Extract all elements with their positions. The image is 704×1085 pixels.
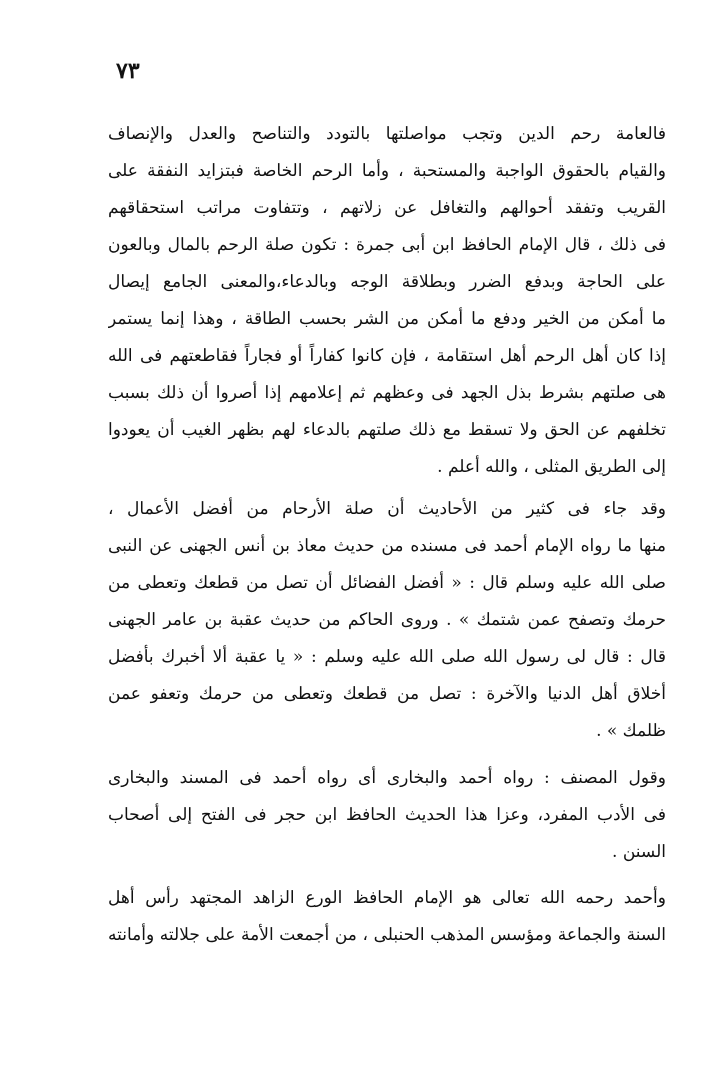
text-line: فى ذلك ، قال الإمام الحافظ ابن أبى جمرة : تكون صلة الرحم بالمال وبالعون xyxy=(108,235,666,255)
text-line: وقد جاء فى كثير من الأحاديث أن صلة الأرحام من أفضل الأعمال ، xyxy=(108,499,666,519)
text-line: السنن . xyxy=(612,842,666,862)
paragraph xyxy=(108,880,666,954)
text-line: السنة والجماعة ومؤسس المذهب الحنبلى ، من أجمعت الأمة على جلالته وأمانته xyxy=(108,925,666,945)
text-line: هى صلتهم بشرط بذل الجهد فى وعظهم ثم إعلامهم إذا أصروا أن ذلك بسبب xyxy=(108,383,666,403)
text-line: إذا كان أهل الرحم أهل استقامة ، فإن كانوا كفاراً أو فجاراً فقاطعتهم فى الله xyxy=(108,346,666,366)
text-line: قال : قال لى رسول الله صلى الله عليه وسلم : « يا عقبة ألا أخبرك بأفضل xyxy=(108,647,666,667)
text-line: صلى الله عليه وسلم قال : « أفضل الفضائل أن تصل من قطعك وتعطى من xyxy=(108,573,666,593)
paragraph xyxy=(108,491,666,750)
text-line: تخلفهم عن الحق ولا تسقط مع ذلك صلتهم بالدعاء لهم بظهر الغيب أن يعودوا xyxy=(108,420,666,440)
text-line: حرمك وتصفح عمن شتمك » . وروى الحاكم من حديث عقبة بن عامر الجهنى xyxy=(108,610,666,630)
text-line: فى الأدب المفرد، وعزا هذا الحديث الحافظ ابن حجر فى الفتح إلى أصحاب xyxy=(108,805,666,825)
text-line: أخلاق أهل الدنيا والآخرة : تصل من قطعك وتعطى من حرمك وتعفو عمن xyxy=(108,684,666,704)
text-line: وأحمد رحمه الله تعالى هو الإمام الحافظ الورع الزاهد المجتهد رأس أهل xyxy=(108,888,666,908)
text-line: فالعامة رحم الدين وتجب مواصلتها بالتودد والتناصح والعدل والإنصاف xyxy=(108,124,666,144)
paragraph xyxy=(108,760,666,871)
text-line: ظلمك » . xyxy=(596,721,666,741)
text-line: القريب وتفقد أحوالهم والتغافل عن زلاتهم ، وتتفاوت مراتب استحقاقهم xyxy=(108,198,666,218)
paragraph xyxy=(108,116,666,486)
text-line: ما أمكن من الخير ودفع ما أمكن من الشر بحسب الطاقة ، وهذا إنما يستمر xyxy=(108,309,666,329)
text-line: وقول المصنف : رواه أحمد والبخارى أى رواه أحمد فى المسند والبخارى xyxy=(108,768,666,788)
text-line: منها ما رواه الإمام أحمد فى مسنده من حديث معاذ بن أنس الجهنى عن النبى xyxy=(108,536,666,556)
text-line: على الحاجة وبدفع الضرر وبطلاقة الوجه وبالدعاء،والمعنى الجامع إيصال xyxy=(108,272,666,292)
text-line: والقيام بالحقوق الواجبة والمستحبة ، وأما الرحم الخاصة فبتزايد النفقة على xyxy=(108,161,666,181)
text-line: إلى الطريق المثلى ، والله أعلم . xyxy=(437,457,666,477)
page-number: ٧٣ xyxy=(116,58,140,84)
